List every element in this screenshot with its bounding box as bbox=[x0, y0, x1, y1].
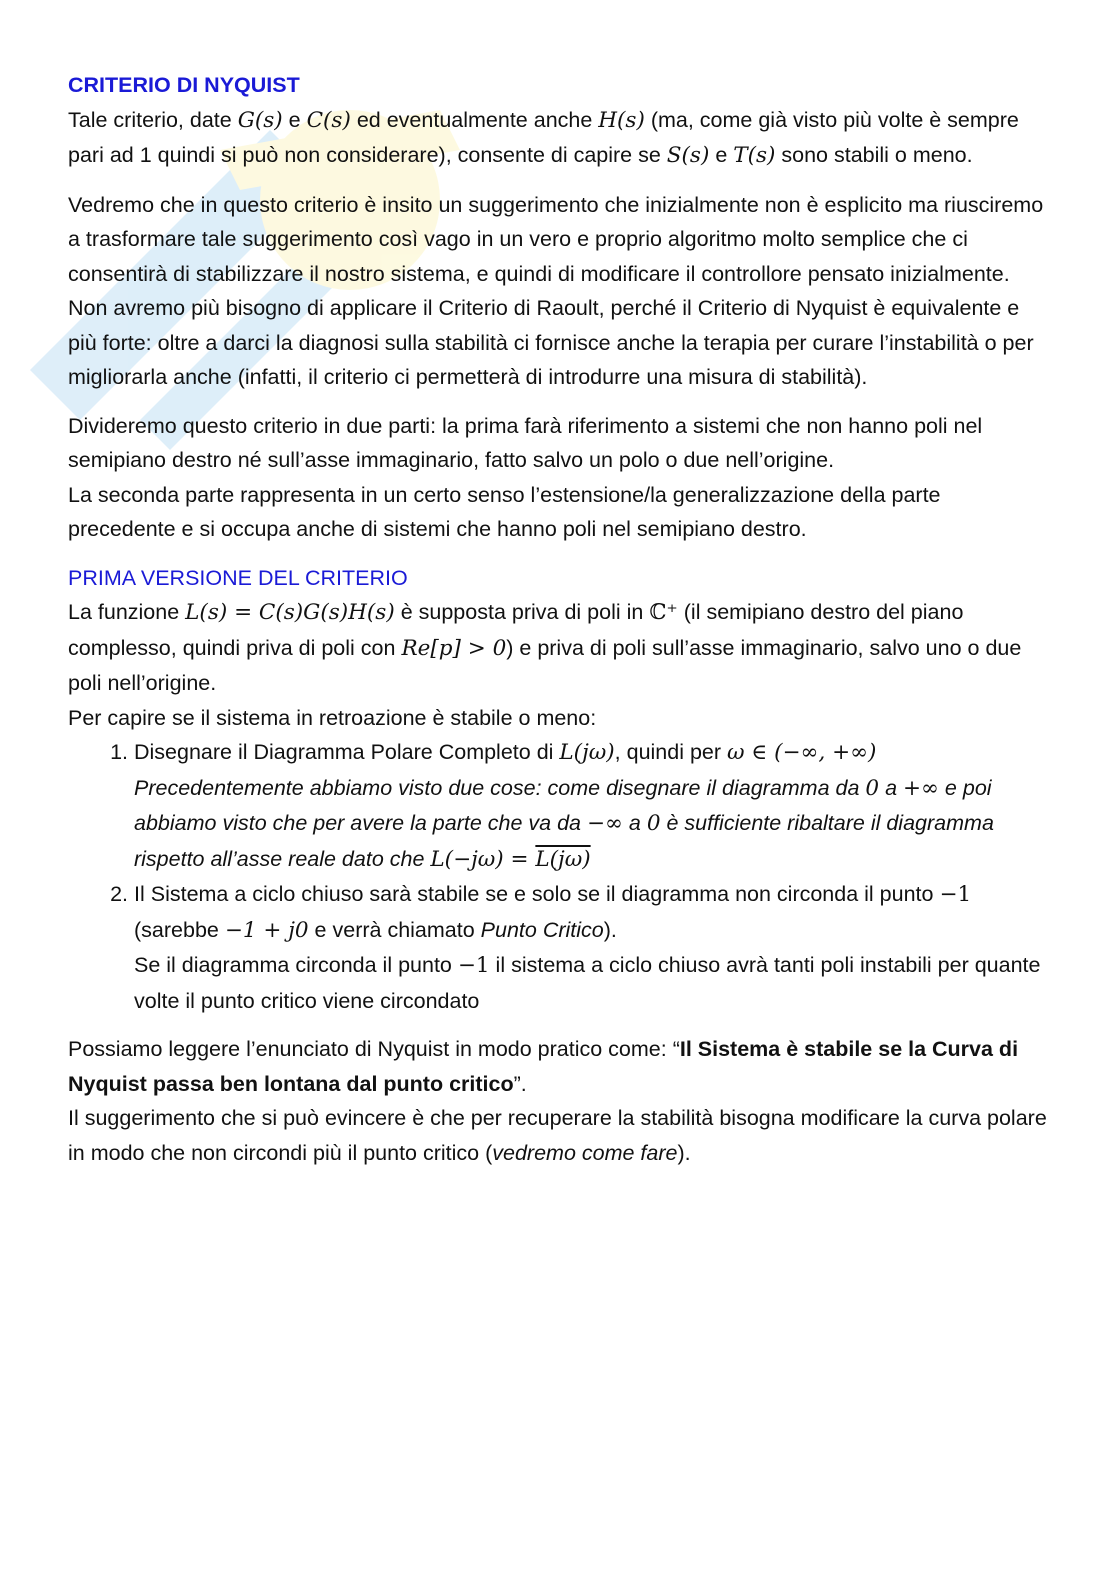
text: e bbox=[282, 107, 307, 132]
math: −1 bbox=[939, 882, 972, 907]
text: ”. bbox=[513, 1071, 527, 1096]
math-l-of-s: L(s) = C(s)G(s)H(s) bbox=[185, 600, 395, 625]
math-s-of-s: S(s) bbox=[666, 143, 710, 168]
text: è sufficiente ribaltare il diagramma rispetto all’asse reale dato che bbox=[134, 811, 994, 871]
intro-paragraph-2: Vedremo che in questo criterio è insito un suggerimento che inizialmente non è esplicito ma riusciremo a trasformare tale suggerimento così vago in un vero e proprio algoritmo molto semplice che ci consentirà di stabilizzare il nostro sistema, e quindi di modificare il controllore pensato inizialmente. Non avremo più bisogno di applicare il Criterio di Raoult, perché il Criterio di Nyquist è equivalente e più forte: oltre a darci la diagnosi sulla stabilità ci fornisce anche la terapia per curare l’instabilità o per migliorarla anche (infatti, il criterio ci permetterà di introdurre una misura di stabilità). bbox=[68, 192, 1044, 389]
text: Il Sistema a ciclo chiuso sarà stabile se e solo se il diagramma non circonda il punto bbox=[134, 882, 940, 906]
page-title: CRITERIO DI NYQUIST bbox=[68, 73, 300, 97]
text: (il semipiano destro del piano complesso, quindi priva di poli con bbox=[68, 600, 964, 660]
section-title: PRIMA VERSIONE DEL CRITERIO bbox=[68, 565, 408, 590]
text: Tale criterio, date bbox=[68, 107, 238, 132]
text: sono stabili o meno. bbox=[775, 143, 973, 167]
math: −1 + j0 bbox=[224, 917, 309, 943]
text: a bbox=[622, 811, 647, 835]
text: e bbox=[709, 143, 734, 167]
text: (ma, come già visto più volte è sempre pari ad 1 quindi si può non considerare), consente di capire se bbox=[68, 107, 1019, 167]
math-c-plus: ℂ⁺ bbox=[649, 600, 678, 625]
text-bold: Il Sistema è stabile se la Curva di Nyquist passa ben lontana dal punto critico bbox=[68, 1037, 1019, 1096]
section-paragraph-4 bbox=[68, 1101, 1053, 1170]
math-g-of-s: G(s) bbox=[237, 107, 283, 133]
text: e verrà chiamato bbox=[308, 917, 481, 942]
text: ed eventualmente anche bbox=[350, 107, 599, 132]
math-conjugate: L(jω) bbox=[535, 846, 591, 872]
text: il sistema a ciclo chiuso avrà tanti poli instabili per quante volte il punto critico viene circondato bbox=[134, 953, 1041, 1013]
math: +∞ bbox=[903, 775, 939, 801]
text: ) e priva di poli sull’asse immaginario, salvo uno o due poli nell’origine. bbox=[68, 635, 1022, 695]
math: L(jω) bbox=[559, 740, 615, 765]
math-h-of-s: H(s) bbox=[598, 107, 645, 133]
math: 0 bbox=[865, 775, 880, 801]
text: ). bbox=[603, 917, 617, 942]
document-page bbox=[68, 68, 1053, 1170]
text-italic: vedremo come fare bbox=[492, 1140, 678, 1165]
text: Precedentemente abbiamo visto due cose: come disegnare il diagramma da bbox=[134, 775, 866, 800]
math: −1 bbox=[457, 953, 490, 978]
section-paragraph-1 bbox=[68, 595, 1053, 701]
step-1 bbox=[134, 735, 1053, 877]
math: 0 bbox=[646, 811, 661, 836]
math-t-of-s: T(s) bbox=[733, 143, 776, 168]
text: La funzione bbox=[68, 600, 186, 624]
math-c-of-s: C(s) bbox=[306, 107, 351, 133]
section-paragraph-2: Per capire se il sistema in retroazione è stabile o meno: bbox=[68, 705, 597, 730]
math: −∞ bbox=[586, 811, 623, 836]
text: Possiamo leggere l’enunciato di Nyquist in modo pratico come: “ bbox=[68, 1037, 680, 1061]
text: è supposta priva di poli in bbox=[394, 600, 650, 624]
text: Il suggerimento che si può evincere è che per recuperare la stabilità bisogna modificare la curva polare in modo che non circondi più il punto critico ( bbox=[68, 1106, 1047, 1165]
text: a bbox=[879, 775, 904, 800]
text: e poi abbiamo visto che per avere la parte che va da bbox=[134, 775, 992, 835]
intro-paragraph-3b: La seconda parte rappresenta in un certo senso l’estensione/la generalizzazione della parte precedente e si occupa anche di sistemi che hanno poli nel semipiano destro. bbox=[68, 482, 941, 541]
step-1-note bbox=[134, 771, 1053, 878]
step-2 bbox=[134, 877, 1053, 1018]
text: (sarebbe bbox=[134, 917, 225, 942]
steps-list bbox=[68, 735, 1053, 1018]
section-paragraph-3 bbox=[68, 1032, 1053, 1101]
math: L(−jω) = bbox=[430, 846, 536, 872]
text: ). bbox=[677, 1140, 691, 1165]
math-re-p: Re[p] > 0 bbox=[401, 635, 507, 661]
text: Disegnare il Diagramma Polare Completo di bbox=[134, 740, 560, 764]
intro-paragraph-3a: Divideremo questo criterio in due parti: la prima farà riferimento a sistemi che non hanno poli nel semipiano destro né sull’asse immaginario, fatto salvo un polo o due nell’origine. bbox=[68, 413, 983, 472]
intro-paragraph-1 bbox=[68, 103, 1053, 174]
step-2-line-2 bbox=[134, 948, 1053, 1018]
text: , quindi per bbox=[614, 740, 728, 764]
text-italic: Punto Critico bbox=[480, 917, 604, 942]
text: Se il diagramma circonda il punto bbox=[134, 953, 458, 977]
math: ω ∈ (−∞, +∞) bbox=[727, 740, 877, 765]
